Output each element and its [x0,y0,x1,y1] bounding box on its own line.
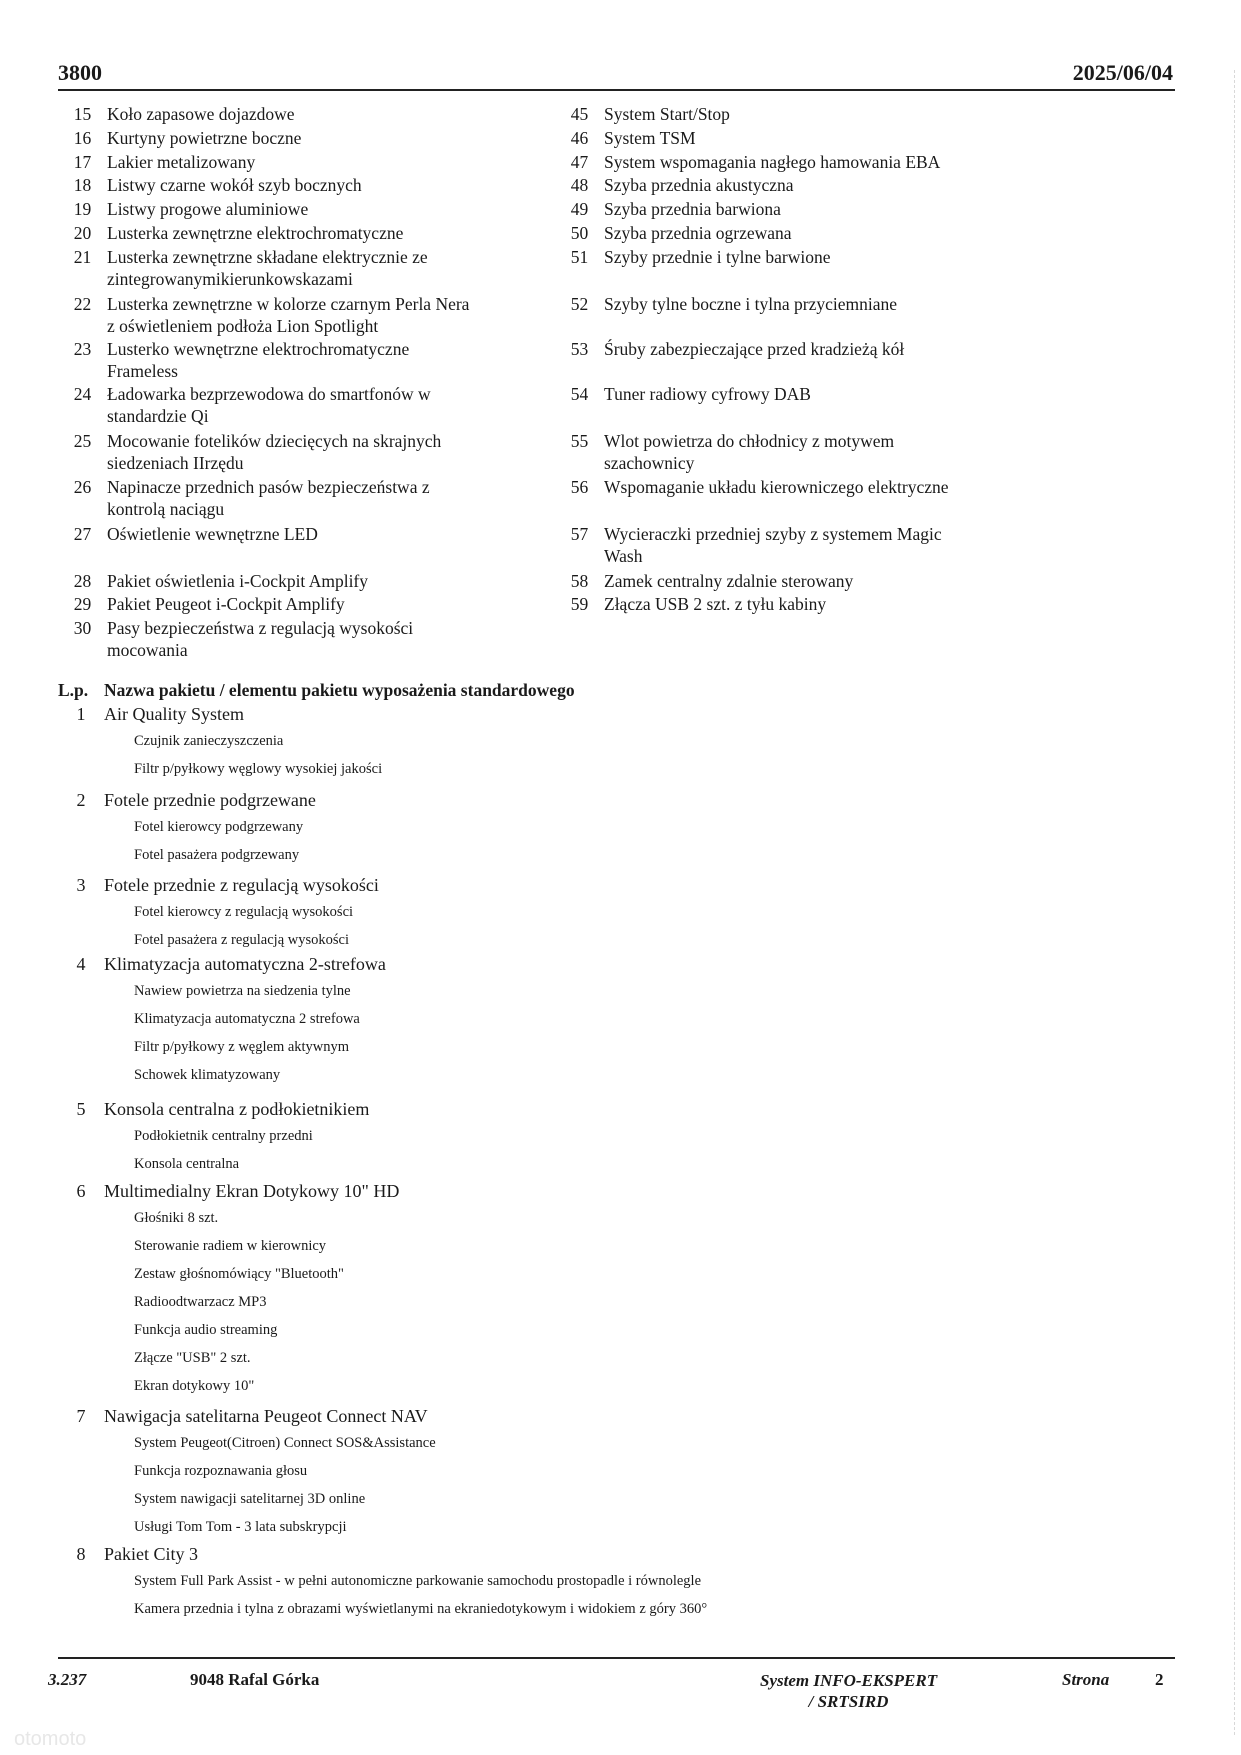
equipment-item [555,570,853,592]
item-line: Kurtyny powietrzne boczne [107,128,302,148]
package [58,1178,1158,1400]
item-number: 16 [73,128,92,148]
item-text [604,246,830,268]
equipment-item [58,222,403,244]
item-number: 22 [73,294,92,314]
package-element: Fotel pasażera z regulacją wysokości [134,932,349,948]
package-number: 4 [76,954,86,974]
package-number: 5 [76,1099,86,1119]
item-number: 19 [73,199,92,219]
item-number: 59 [570,594,589,614]
section-title: Nazwa pakietu / elementu pakietu wyposażenia standardowego [104,680,575,700]
equipment-item [58,246,428,290]
package-element: Radioodtwarzacz MP3 [134,1294,267,1310]
equipment-item [555,151,940,173]
item-text [604,570,853,592]
item-text [107,198,308,220]
equipment-item [555,430,894,474]
item-number: 26 [73,477,92,497]
item-number: 51 [570,247,589,267]
item-line: Szyba przednia barwiona [604,199,781,219]
package-number: 3 [76,875,86,895]
equipment-item [555,383,811,405]
item-line: Mocowanie fotelików dziecięcych na skrajnych [107,431,442,451]
item-number: 25 [73,431,92,451]
package [58,1403,1158,1541]
item-number: 52 [570,294,589,314]
item-line: siedzeniach IIrzędu [107,453,244,473]
item-line: Listwy czarne wokół szyb bocznych [107,175,362,195]
package-element: Fotel kierowcy z regulacją wysokości [134,904,354,920]
package-element: Kamera przednia i tylna z obrazami wyświetlanymi na ekraniedotykowym i widokiem z góry 360° [134,1601,708,1617]
watermark: otomoto [14,1728,87,1750]
package-header [58,1403,1158,1429]
package-element: Głośniki 8 szt. [134,1210,219,1226]
equipment-item [58,338,409,382]
item-text [604,523,942,567]
item-line: Lusterka zewnętrzne elektrochromatyczne [107,223,404,243]
package-element: Złącze "USB" 2 szt. [134,1350,251,1366]
item-line: Szyby przednie i tylne barwione [604,247,831,267]
item-text [604,430,894,474]
item-text [107,151,255,173]
package-header [58,1096,1158,1122]
equipment-item [555,127,696,149]
package [58,1096,1158,1178]
package-header [58,951,1158,977]
item-line: Lakier metalizowany [107,152,256,172]
item-number: 50 [570,223,589,243]
equipment-item [555,476,949,498]
item-text [107,127,301,149]
item-text [107,570,368,592]
package-element: Filtr p/pyłkowy węglowy wysokiej jakości [134,761,383,777]
equipment-item [555,222,792,244]
item-line: Ładowarka bezprzewodowa do smartfonów w [107,384,431,404]
item-number: 57 [570,524,589,544]
equipment-item [58,383,431,427]
item-number: 53 [570,339,589,359]
package-name: Air Quality System [104,704,244,724]
item-number: 55 [570,431,589,451]
package-element: Funkcja rozpoznawania głosu [134,1463,308,1479]
item-line: z oświetleniem podłoża Lion Spotlight [107,316,379,336]
item-line: System TSM [604,128,696,148]
package [58,872,1158,954]
equipment-item [555,174,794,196]
footer-system-line2: / SRTSIRD [808,1692,889,1711]
item-number: 48 [570,175,589,195]
package-number: 1 [76,704,86,724]
item-line: Pakiet oświetlenia i-Cockpit Amplify [107,571,369,591]
item-number: 46 [570,128,589,148]
item-text [107,338,409,382]
item-number: 18 [73,175,92,195]
package-element: System Peugeot(Citroen) Connect SOS&Assistance [134,1435,436,1451]
item-number: 20 [73,223,92,243]
package-element: Podłokietnik centralny przedni [134,1128,313,1144]
section-header [58,680,575,701]
package-number: 2 [76,790,86,810]
item-text [107,246,428,290]
package-header [58,787,1158,813]
item-text [604,293,897,315]
item-line: Oświetlenie wewnętrzne LED [107,524,318,544]
package-name: Fotele przednie podgrzewane [104,790,316,810]
package-element: Sterowanie radiem w kierownicy [134,1238,327,1254]
item-number: 54 [570,384,589,404]
item-number: 21 [73,247,92,267]
package-name: Multimedialny Ekran Dotykowy 10" HD [104,1181,400,1201]
item-text [107,103,295,125]
equipment-item [58,198,308,220]
package-name: Nawigacja satelitarna Peugeot Connect NAV [104,1406,428,1426]
item-text [604,338,904,360]
package-element: System nawigacji satelitarnej 3D online [134,1491,366,1507]
equipment-item [555,246,830,268]
item-text [604,127,696,149]
item-number: 17 [73,152,92,172]
item-number: 58 [570,571,589,591]
item-line: Lusterka zewnętrzne składane elektrycznie ze [107,247,428,267]
item-line: Pasy bezpieczeństwa z regulacją wysokości [107,618,414,638]
item-number: 15 [73,104,92,124]
package-name: Klimatyzacja automatyczna 2-strefowa [104,954,386,974]
footer-number: 3.237 [48,1670,87,1689]
item-number: 23 [73,339,92,359]
item-line: Wspomaganie układu kierowniczego elektryczne [604,477,949,497]
package [58,787,1158,869]
item-number: 56 [570,477,589,497]
package-element: Filtr p/pyłkowy z węglem aktywnym [134,1039,350,1055]
item-text [604,593,826,615]
item-text [604,222,792,244]
package-header [58,701,1158,727]
item-text [107,476,430,520]
item-text [604,383,811,405]
equipment-item [58,430,441,474]
item-line: kontrolą naciągu [107,499,225,519]
item-text [604,174,794,196]
item-line: Lusterko wewnętrzne elektrochromatyczne [107,339,410,359]
package-number: 8 [76,1544,86,1564]
item-text [604,103,730,125]
item-number: 45 [570,104,589,124]
equipment-item [555,593,826,615]
footer-page-label: Strona [1062,1670,1110,1689]
footer-system-line1: System INFO-EKSPERT [760,1671,938,1690]
item-line: mocowania [107,640,188,660]
equipment-item [58,174,362,196]
package-number: 7 [76,1406,86,1426]
item-line: Tuner radiowy cyfrowy DAB [604,384,811,404]
item-number: 28 [73,571,92,591]
equipment-item [58,523,318,545]
package-element: Fotel pasażera podgrzewany [134,847,300,863]
package-element: Funkcja audio streaming [134,1322,278,1338]
item-line: System wspomagania nagłego hamowania EBA [604,152,941,172]
package-element: Konsola centralna [134,1156,240,1172]
equipment-item [555,338,904,360]
item-line: Frameless [107,361,178,381]
package [58,951,1158,1089]
equipment-item [58,127,301,149]
package-header [58,872,1158,898]
item-line: System Start/Stop [604,104,730,124]
equipment-item [58,593,345,615]
item-text [604,476,949,498]
item-number: 27 [73,524,92,544]
item-line: szachownicy [604,453,695,473]
equipment-item [58,476,430,520]
package [58,701,1158,783]
package-number: 6 [76,1181,86,1201]
package-element: Zestaw głośnomówiący "Bluetooth" [134,1266,344,1282]
equipment-item [555,523,942,567]
equipment-item [555,293,897,315]
package-element: Schowek klimatyzowany [134,1067,281,1083]
footer-rule [58,1657,1175,1659]
item-number: 24 [73,384,92,404]
item-line: Szyby tylne boczne i tylna przyciemniane [604,294,898,314]
package-name: Fotele przednie z regulacją wysokości [104,875,379,895]
item-text [107,617,413,661]
header-rule [58,89,1175,91]
scan-edge [1234,70,1235,1735]
package-header [58,1178,1158,1204]
equipment-item [555,103,730,125]
item-line: Koło zapasowe dojazdowe [107,104,295,124]
document-number: 3800 [58,60,102,85]
item-line: Listwy progowe aluminiowe [107,199,309,219]
item-line: zintegrowanymikierunkowskazami [107,269,353,289]
item-text [107,222,403,244]
package-element: System Full Park Assist - w pełni autonomiczne parkowanie samochodu prostopadle i równolegle [134,1573,702,1589]
equipment-item [58,570,368,592]
item-text [107,523,318,545]
item-text [107,593,345,615]
package-element: Ekran dotykowy 10" [134,1378,255,1394]
item-line: Szyba przednia akustyczna [604,175,794,195]
item-text [604,198,781,220]
item-text [604,151,940,173]
equipment-item [58,103,295,125]
footer-page-number: 2 [1155,1670,1164,1689]
item-text [107,174,362,196]
equipment-item [555,198,781,220]
item-line: Zamek centralny zdalnie sterowany [604,571,854,591]
equipment-item [58,293,469,337]
item-text [107,383,431,427]
item-line: standardzie Qi [107,406,209,426]
package-element: Czujnik zanieczyszczenia [134,733,284,749]
item-line: Napinacze przednich pasów bezpieczeństwa z [107,477,430,497]
item-line: Wash [604,546,643,566]
package-element: Nawiew powietrza na siedzenia tylne [134,983,351,999]
item-line: Złącza USB 2 szt. z tyłu kabiny [604,594,827,614]
item-line: Szyba przednia ogrzewana [604,223,792,243]
item-number: 29 [73,594,92,614]
item-line: Wycieraczki przedniej szyby z systemem Magic [604,524,942,544]
equipment-item [58,617,413,661]
item-line: Pakiet Peugeot i-Cockpit Amplify [107,594,345,614]
section-lp-label: L.p. [58,680,89,700]
package [58,1541,1158,1623]
item-text [107,430,441,474]
package-element: Usługi Tom Tom - 3 lata subskrypcji [134,1519,347,1535]
item-line: Lusterka zewnętrzne w kolorze czarnym Perla Nera [107,294,470,314]
item-text [107,293,469,337]
footer-system [760,1670,937,1712]
item-number: 47 [570,152,589,172]
item-number: 49 [570,199,589,219]
document-date: 2025/06/04 [1072,60,1173,85]
package-element: Fotel kierowcy podgrzewany [134,819,304,835]
package-element: Klimatyzacja automatyczna 2 strefowa [134,1011,360,1027]
package-name: Pakiet City 3 [104,1544,198,1564]
footer-user: 9048 Rafal Górka [190,1670,320,1689]
item-number: 30 [73,618,92,638]
item-line: Śruby zabezpieczające przed kradzieżą kół [604,339,905,359]
equipment-item [58,151,255,173]
item-line: Wlot powietrza do chłodnicy z motywem [604,431,895,451]
package-header [58,1541,1158,1567]
package-name: Konsola centralna z podłokietnikiem [104,1099,370,1119]
